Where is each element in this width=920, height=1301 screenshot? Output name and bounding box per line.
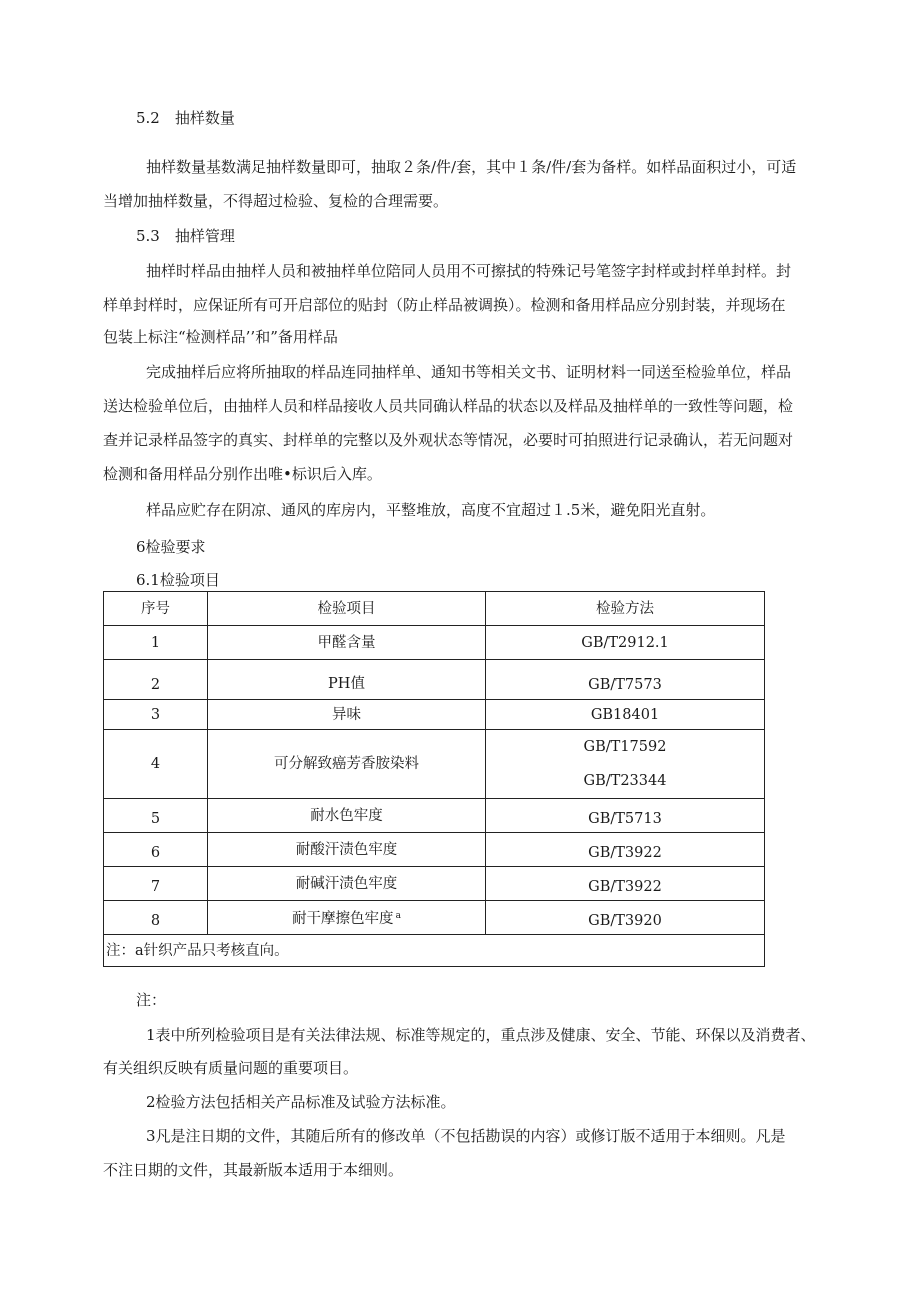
- row-item: 耐水色牢度: [208, 799, 486, 833]
- section-5-2-line-2: 当增加抽样数量，不得超过检验、复检的合理需要。: [103, 192, 449, 210]
- row-item: 可分解致癌芳香胺染料: [208, 730, 486, 799]
- section-5-3-p1-line-2: 样单封样时，应保证所有可开启部位的贴封（防止样品被调换）。检测和备用样品应分别封装，并现场在: [103, 296, 786, 314]
- header-method: 检验方法: [486, 592, 765, 626]
- row-item: PH值: [208, 660, 486, 700]
- table-header-row: [104, 592, 765, 626]
- section-5-3-heading: 5.3 抽样管理: [136, 227, 235, 245]
- header-no: 序号: [104, 592, 208, 626]
- row-method: [486, 730, 765, 799]
- row-no: 8: [104, 901, 208, 935]
- section-5-3-p1-line-1: 抽样时样品由抽样人员和被抽样单位陪同人员用不可擦拭的特殊记号笔签字封样或封样单封样。封: [146, 262, 792, 280]
- row-method: GB/T5713: [486, 799, 765, 833]
- header-item: 检验项目: [208, 592, 486, 626]
- table-row: [104, 730, 765, 799]
- row-no: 1: [104, 626, 208, 660]
- row-item: 异味: [208, 700, 486, 730]
- row-item: 甲醛含量: [208, 626, 486, 660]
- section-5-3-p1-line-3: 包装上标注“检测样品’’和”备用样品: [103, 328, 338, 346]
- row-method-line: GB/T23344: [583, 773, 667, 789]
- note-3-line-2: 不注日期的文件，其最新版本适用于本细则。: [103, 1161, 404, 1179]
- row-no: 5: [104, 799, 208, 833]
- row-method: GB18401: [486, 700, 765, 730]
- row-no: 2: [104, 660, 208, 700]
- table-footnote: 注：a针织产品只考核直向。: [104, 935, 765, 967]
- row-no: 4: [104, 730, 208, 799]
- row-no: 3: [104, 700, 208, 730]
- row-no: 7: [104, 867, 208, 901]
- row-item: 耐酸汗渍色牢度: [208, 833, 486, 867]
- section-5-3-p2-line-4: 检测和备用样品分别作出唯•标识后入库。: [103, 465, 382, 483]
- note-2: 2检验方法包括相关产品标准及试验方法标准。: [146, 1093, 456, 1111]
- row-method: GB/T7573: [486, 660, 765, 700]
- footnote-marker: a: [395, 911, 401, 921]
- table-row: [104, 660, 765, 700]
- section-5-3-p2-line-1: 完成抽样后应将所抽取的样品连同抽样单、通知书等相关文书、证明材料一同送至检验单位，样品: [146, 363, 792, 381]
- row-method: GB/T2912.1: [486, 626, 765, 660]
- section-5-3-p2-line-3: 查并记录样品签字的真实、封样单的完整以及外观状态等情况，必要时可拍照进行记录确认，若无问题对: [103, 431, 794, 449]
- row-no: 6: [104, 833, 208, 867]
- section-5-3-p2-line-2: 送达检验单位后，由抽样人员和样品接收人员共同确认样品的状态以及样品及抽样单的一致性等问题，检: [103, 397, 794, 415]
- section-5-3-p3: 样品应贮存在阴凉、通风的库房内，平整堆放，高度不宜超过１.5米，避免阳光直射。: [146, 501, 716, 519]
- row-method: GB/T3922: [486, 867, 765, 901]
- table-footnote-row: [104, 935, 765, 967]
- table-row: [104, 867, 765, 901]
- row-item-cell: [208, 901, 486, 935]
- row-method-line: GB/T17592: [583, 739, 667, 755]
- note-1-line-1: 1表中所列检验项目是有关法律法规、标准等规定的，重点涉及健康、安全、节能、环保以及消费者、: [146, 1026, 816, 1044]
- table-row: [104, 626, 765, 660]
- notes-label: 注：: [136, 991, 167, 1009]
- row-item: 耐碱汗渍色牢度: [208, 867, 486, 901]
- section-5-2-heading: 5.2 抽样数量: [136, 109, 235, 127]
- row-method: GB/T3920: [486, 901, 765, 935]
- section-6-heading: 6检验要求: [136, 538, 206, 556]
- note-3-line-1: 3凡是注日期的文件，其随后所有的修改单（不包括勘误的内容）或修订版不适用于本细则。凡是: [146, 1127, 786, 1145]
- table-row: [104, 799, 765, 833]
- note-1-line-2: 有关组织反映有质量问题的重要项目。: [103, 1059, 359, 1077]
- section-5-2-line-1: 抽样数量基数满足抽样数量即可，抽取２条/件/套，其中１条/件/套为备样。如样品面积过小，可适: [146, 158, 797, 176]
- row-method: GB/T3922: [486, 833, 765, 867]
- inspection-items-table: [103, 591, 765, 967]
- table-row: [104, 700, 765, 730]
- section-6-1-heading: 6.1检验项目: [136, 571, 220, 589]
- row-item: 耐干摩擦色牢度: [292, 911, 394, 927]
- table-row: [104, 833, 765, 867]
- table-row: [104, 901, 765, 935]
